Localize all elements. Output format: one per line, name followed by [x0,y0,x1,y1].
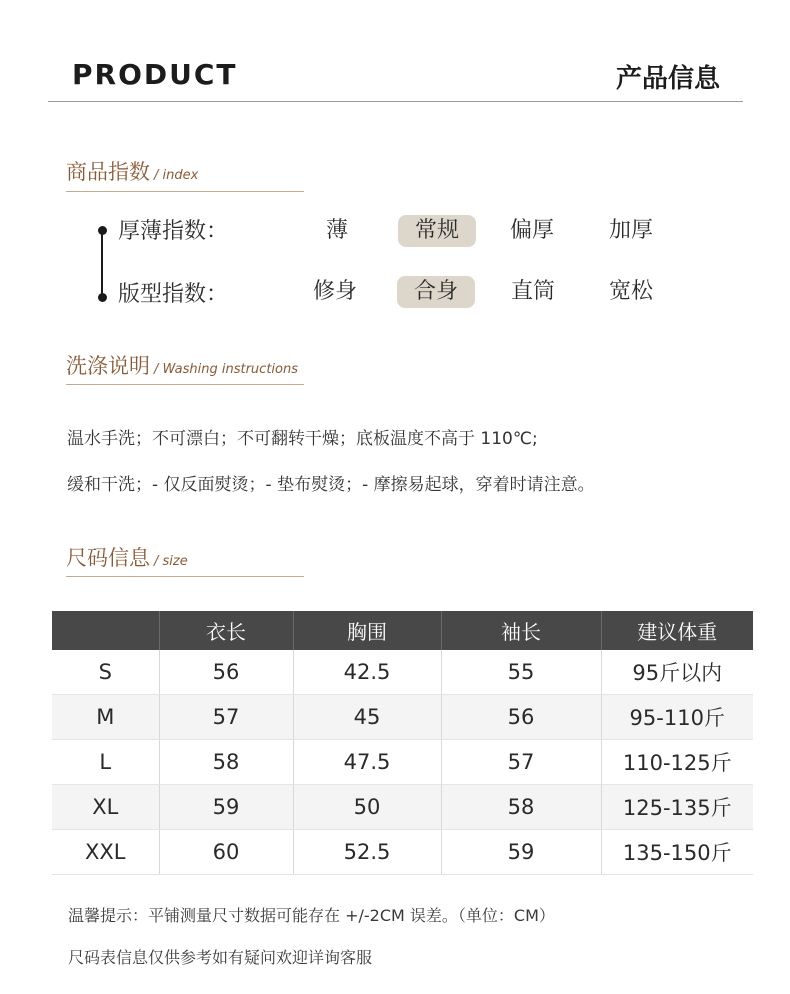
wash-section-heading [66,350,298,380]
size-cell: L [52,740,159,785]
weight-cell: 95斤以内 [601,650,753,695]
index-section-subtitle: / index [154,168,199,183]
size-cell: XXL [52,830,159,875]
size-section-heading [66,542,188,572]
chest-cell: 42.5 [293,650,441,695]
index-section-underline [66,191,304,192]
table-row [52,785,753,830]
size-cell: XL [52,785,159,830]
chest-cell: 45 [293,695,441,740]
size-table [52,611,753,875]
wash-instruction-line-2: 缓和干洗；- 仅反面熨烫；- 垫布熨烫；- 摩擦易起球，穿着时请注意。 [67,475,595,495]
size-section-subtitle: / size [154,554,188,569]
fit-index-label: 版型指数： [118,282,229,307]
header-divider [48,101,743,102]
wash-instruction-line-1: 温水手洗；不可漂白；不可翻转干燥；底板温度不高于 110℃; [67,429,538,449]
header-cell-sleeve: 袖长 [441,611,601,650]
table-row [52,695,753,740]
wash-section-subtitle: / Washing instructions [154,362,298,377]
fit-option-loose: 宽松 [608,279,653,304]
size-cell: S [52,650,159,695]
size-section-underline [66,576,304,577]
thickness-option-thin: 薄 [325,218,348,243]
index-section-title: 商品指数 [66,160,150,184]
fit-option-regular: 合身 [397,276,475,308]
header-cell-weight: 建议体重 [601,611,753,650]
header-cell-length: 衣长 [159,611,293,650]
size-table-header-row [52,611,753,650]
reference-note: 尺码表信息仅供参考如有疑问欢迎详询客服 [68,948,373,967]
product-title-en: PRODUCT [72,58,238,91]
timeline-connector [101,232,103,296]
thickness-option-extra-thick: 加厚 [608,218,653,243]
sleeve-cell: 55 [441,650,601,695]
length-cell: 58 [159,740,293,785]
sleeve-cell: 56 [441,695,601,740]
fit-option-slim: 修身 [312,279,357,304]
sleeve-cell: 58 [441,785,601,830]
measurement-note: 温馨提示：平铺测量尺寸数据可能存在 +/-2CM 误差。（单位：CM） [68,906,555,925]
table-row [52,740,753,785]
fit-option-straight: 直筒 [510,279,555,304]
table-row [52,830,753,875]
size-cell: M [52,695,159,740]
weight-cell: 95-110斤 [601,695,753,740]
product-title-cn: 产品信息 [615,64,720,94]
sleeve-cell: 57 [441,740,601,785]
weight-cell: 125-135斤 [601,785,753,830]
sleeve-cell: 59 [441,830,601,875]
wash-section-title: 洗涤说明 [66,354,150,378]
chest-cell: 50 [293,785,441,830]
length-cell: 57 [159,695,293,740]
header-cell-size [52,611,159,650]
weight-cell: 135-150斤 [601,830,753,875]
thickness-index-label: 厚薄指数： [118,219,229,244]
wash-section-underline [66,384,304,385]
weight-cell: 110-125斤 [601,740,753,785]
table-row [52,650,753,695]
index-section-heading [66,156,198,186]
size-section-title: 尺码信息 [66,546,150,570]
length-cell: 56 [159,650,293,695]
length-cell: 60 [159,830,293,875]
chest-cell: 52.5 [293,830,441,875]
thickness-option-thick: 偏厚 [509,218,554,243]
timeline-dot-bottom [98,293,107,302]
thickness-option-regular: 常规 [398,215,476,247]
length-cell: 59 [159,785,293,830]
chest-cell: 47.5 [293,740,441,785]
header-cell-chest: 胸围 [293,611,441,650]
